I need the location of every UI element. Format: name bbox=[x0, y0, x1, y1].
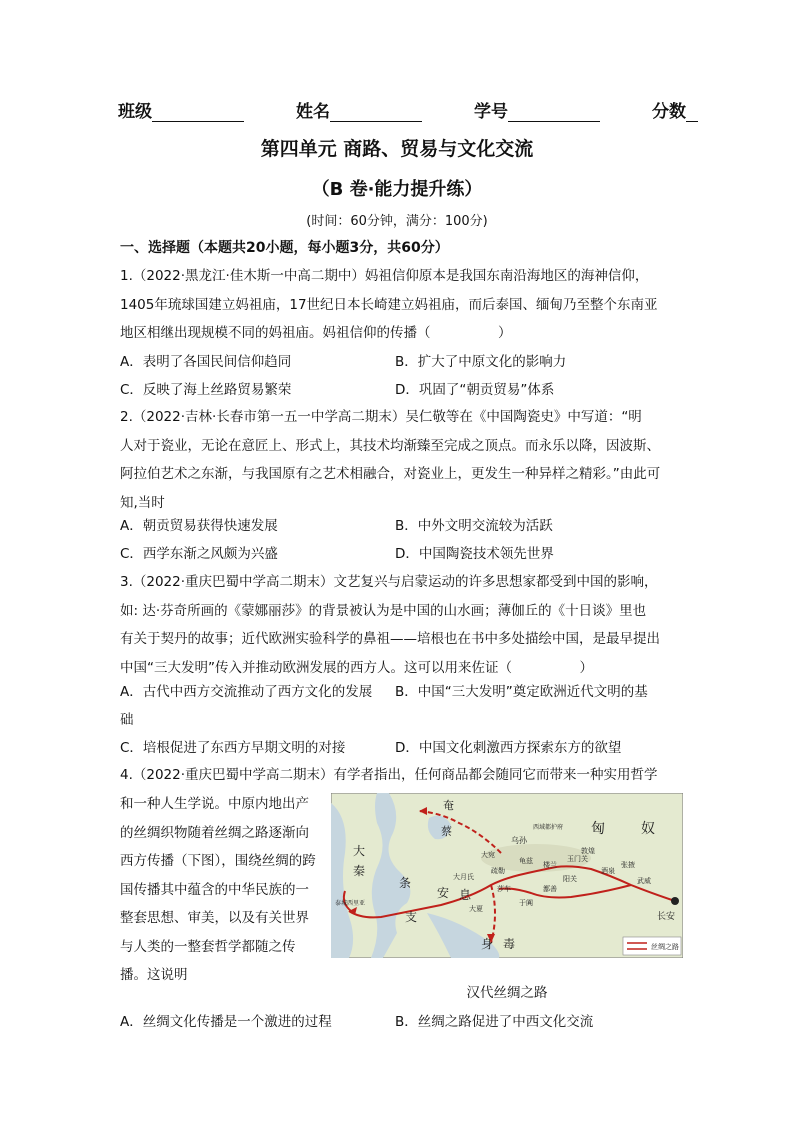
label-da: 大 bbox=[353, 844, 366, 858]
paper-subtitle: （B 卷·能力提升练） bbox=[311, 179, 483, 200]
question-4-first-line bbox=[120, 761, 680, 790]
label-shache: 莎车 bbox=[497, 885, 511, 893]
id-field bbox=[474, 97, 600, 122]
student-info-row bbox=[118, 97, 698, 122]
q4-line: 和一种人生学说。中原内地出产 bbox=[120, 796, 309, 812]
label-loulan: 楼兰 bbox=[543, 861, 557, 869]
unit-title: 第四单元 商路、贸易与文化交流 bbox=[260, 138, 534, 160]
id-blank[interactable] bbox=[508, 103, 600, 122]
name-blank[interactable] bbox=[330, 103, 422, 122]
label-xiongnu-1: 匈 bbox=[591, 821, 605, 837]
label-dayuezhi: 大月氏 bbox=[453, 873, 474, 881]
class-label: 班级 bbox=[118, 102, 152, 122]
label-wusun: 乌孙 bbox=[511, 836, 527, 845]
q2-option-d[interactable]: D．中国陶瓷技术领先世界 bbox=[395, 546, 554, 562]
id-label: 学号 bbox=[474, 102, 508, 122]
question-3-stem bbox=[120, 568, 680, 682]
class-blank[interactable] bbox=[152, 103, 244, 122]
label-xiyu: 西域都护府 bbox=[533, 824, 564, 831]
score-blank[interactable] bbox=[686, 103, 698, 122]
label-zhi: 支 bbox=[405, 910, 418, 924]
label-dunhuang: 敦煌 bbox=[581, 847, 595, 855]
q3-option-b[interactable]: B．中国“三大发明”奠定欧洲近代文明的基 bbox=[395, 684, 648, 700]
label-yangguan: 阳关 bbox=[563, 875, 577, 883]
q3-line: 如: 达·芬奇所画的《蒙娜丽莎》的背景被认为是中国的山水画；薄伽丘的《十日谈》里也 bbox=[120, 602, 647, 619]
q3-option-b-cont: 础 bbox=[120, 712, 134, 728]
q2-option-a[interactable]: A．朝贡贸易获得快速发展 bbox=[120, 518, 278, 534]
label-xi: 息 bbox=[459, 888, 472, 902]
q3-option-d[interactable]: D．中国文化刺激西方探索东方的欲望 bbox=[395, 740, 622, 756]
q3-line: 3.（2022·重庆巴蜀中学高二期末）文艺复兴与启蒙运动的许多思想家都受到中国的影响， bbox=[120, 574, 658, 590]
label-zhangye: 张掖 bbox=[621, 861, 635, 869]
q4-line: 4.（2022·重庆巴蜀中学高二期末）有学者指出，任何商品都会随同它而带来一种实用哲学 bbox=[120, 767, 658, 783]
time-score-info: (时间：60分钟，满分：100分) bbox=[306, 214, 488, 229]
q1-option-a[interactable]: A．表明了各国民间信仰趋同 bbox=[120, 354, 292, 370]
label-yan: 奄 bbox=[443, 799, 454, 812]
map-legend bbox=[623, 937, 681, 955]
label-shanshan: 鄯善 bbox=[543, 885, 557, 893]
q2-line: 2.（2022·吉林·长春市第一五一中学高二期末）吴仁敬等在《中国陶瓷史》中写道：“明 bbox=[120, 409, 642, 425]
q4-line: 整套思想、审美，以及有关世界 bbox=[120, 910, 309, 926]
label-yumen: 玉门关 bbox=[567, 855, 588, 863]
label-cai: 蔡 bbox=[441, 825, 452, 838]
q1-line: 地区相继出现规模不同的妈祖庙。妈祖信仰的传播（ ） bbox=[120, 325, 512, 341]
q1-line: 1.（2022·黑龙江·佳木斯一中高二期中）妈祖信仰原本是我国东南沿海地区的海神信仰， bbox=[120, 268, 649, 284]
q2-option-b[interactable]: B．中外文明交流较为活跃 bbox=[395, 518, 553, 534]
label-daxia: 大夏 bbox=[469, 905, 483, 913]
silk-road-map bbox=[331, 793, 683, 958]
q3-line: 有关于契丹的故事；近代欧洲实验科学的鼻祖——培根也在书中多处描绘中国，是最早提出 bbox=[120, 631, 660, 647]
q1-option-d[interactable]: D．巩固了“朝贡贸易”体系 bbox=[395, 382, 555, 398]
q4-line: 西方传播（下图），围绕丝绸的跨 bbox=[120, 853, 316, 869]
question-1-stem bbox=[120, 262, 680, 348]
label-jiuquan: 酒泉 bbox=[601, 867, 615, 875]
score-field bbox=[652, 97, 698, 122]
label-wuwei: 武威 bbox=[637, 877, 651, 885]
q2-line: 知,当时 bbox=[120, 494, 165, 511]
label-xiongnu-2: 奴 bbox=[641, 821, 655, 837]
label-dayuan: 大宛 bbox=[481, 851, 495, 859]
q1-line: 1405年琉球国建立妈祖庙，17世纪日本长崎建立妈祖庙，而后泰国、缅甸乃至整个东南亚 bbox=[120, 296, 658, 313]
q1-option-b[interactable]: B．扩大了中原文化的影响力 bbox=[395, 354, 567, 370]
q2-option-c[interactable]: C．西学东渐之风颇为兴盛 bbox=[120, 546, 278, 562]
map-caption: 汉代丝绸之路 bbox=[466, 985, 548, 1001]
q4-line: 播。这说明 bbox=[120, 967, 188, 983]
question-2-stem bbox=[120, 403, 680, 517]
question-4-stem bbox=[120, 790, 325, 990]
changan-dot bbox=[671, 897, 679, 905]
score-label: 分数 bbox=[652, 102, 686, 122]
q1-option-c[interactable]: C．反映了海上丝路贸易繁荣 bbox=[120, 382, 292, 398]
label-qiuci: 龟兹 bbox=[519, 857, 533, 865]
q3-line: 中国“三大发明”传入并推动欧洲发展的西方人。这可以用来佐证（ ） bbox=[120, 659, 593, 676]
label-shen: 身 bbox=[481, 937, 494, 951]
label-changan: 长安 bbox=[657, 912, 676, 922]
q3-option-c[interactable]: C．培根促进了东西方早期文明的对接 bbox=[120, 740, 346, 756]
q4-line: 的丝绸织物随着丝绸之路逐渐向 bbox=[120, 824, 309, 841]
label-rome: 泰城西里亚 bbox=[335, 900, 366, 907]
q2-line: 人对于瓷业，无论在意匠上、形式上，其技术均渐臻至完成之顶点。而永乐以降，因波斯、 bbox=[120, 437, 660, 454]
name-field bbox=[296, 97, 422, 122]
class-field bbox=[118, 97, 244, 122]
label-qin: 秦 bbox=[353, 864, 366, 878]
q2-line: 阿拉伯艺术之东渐，与我国原有之艺术相融合，对瓷业上，更发生一种异样之精彩。”由此可 bbox=[120, 466, 661, 482]
q4-line: 国传播其中蕴含的中华民族的一 bbox=[120, 881, 309, 898]
legend-label: 丝绸之路 bbox=[651, 943, 679, 951]
section-heading: 一、选择题（本题共20小题，每小题3分，共60分） bbox=[120, 240, 449, 256]
label-an: 安 bbox=[437, 886, 450, 900]
label-tiao: 条 bbox=[399, 876, 412, 890]
q4-option-a[interactable]: A．丝绸文化传播是一个激进的过程 bbox=[120, 1014, 332, 1030]
name-label: 姓名 bbox=[296, 102, 330, 122]
label-du: 毒 bbox=[503, 937, 516, 951]
q4-line: 与人类的一整套哲学都随之传 bbox=[120, 938, 296, 955]
label-shule: 疏勒 bbox=[491, 867, 505, 875]
q4-option-b[interactable]: B．丝绸之路促进了中西文化交流 bbox=[395, 1014, 594, 1030]
label-yutian: 于阗 bbox=[519, 899, 533, 907]
q3-option-a[interactable]: A．古代中西方交流推动了西方文化的发展 bbox=[120, 684, 373, 700]
